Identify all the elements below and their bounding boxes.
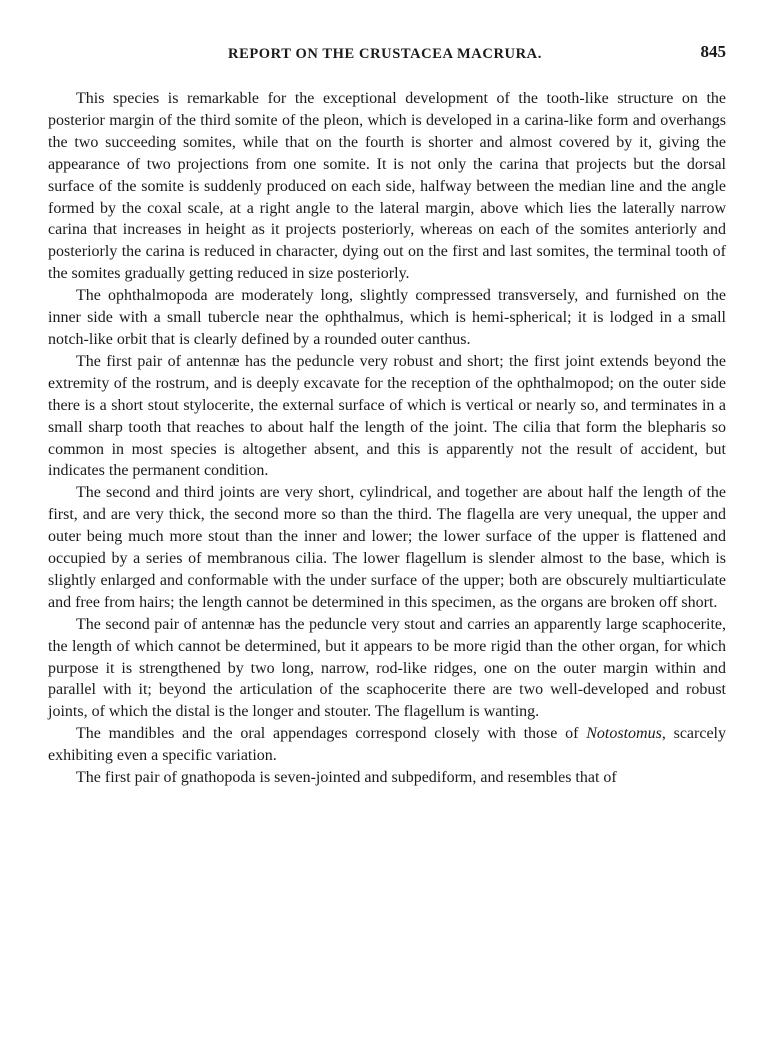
page	[48, 40, 726, 789]
genus-name-notostomus: Notostomus	[586, 725, 662, 743]
paragraph-second-antennae: The second pair of antennæ has the peduncle very stout and carries an apparently large scaphocerite, the length of which cannot be determined, but it appears to be more rigid than the other organ, for which purpose it is strengthened by two long, narrow, rod-like ridges, one on the outer margin within and parallel with it; beyond the articulation of the scaphocerite there are two well-developed and robust joints, of which the distal is the longer and stouter. The flagellum is wanting.	[48, 615, 726, 721]
paragraph-mandibles	[48, 723, 726, 767]
mandibles-text-before: The mandibles and the oral appendages correspond closely with those of	[76, 725, 587, 743]
mandibles-text-after: , scarcely exhibiting even a specific variation.	[48, 725, 727, 765]
paragraph-second-third-joints: The second and third joints are very short, cylindrical, and together are about half the length of the first, and are very thick, the second more so than the third. The flagella are very unequal, the upper and outer being much more stout than the inner and lower; the lower surface of the upper is flattened and occupied by a series of membranous cilia. The lower flagellum is slender almost to the base, which is slightly enlarged and conformable with the under surface of the upper; both are obscurely multiarticulate and free from hairs; the length cannot be determined in this specimen, as the organs are broken off short.	[48, 484, 726, 611]
paragraph-ophthalmopoda: The ophthalmopoda are moderately long, slightly compressed transversely, and furnished on the inner side with a small tubercle near the ophthalmus, which is hemi-spherical; it is lodged in a small notch-like orbit that is clearly defined by a rounded outer canthus.	[48, 287, 726, 348]
paragraph-first-gnathopoda: The first pair of gnathopoda is seven-jointed and subpediform, and resembles that of	[76, 769, 617, 787]
running-head	[48, 40, 726, 68]
running-title: REPORT ON THE CRUSTACEA MACRURA.	[228, 46, 542, 62]
body-text	[48, 88, 726, 789]
page-number: 845	[700, 42, 726, 61]
paragraph-species-description: This species is remarkable for the exceptional development of the tooth-like structure on the posterior margin of the third somite of the pleon, which is developed in a carina-like form and overhangs the two succeeding somites, while that on the fourth is shorter and almost covered by it, giving the appearance of two projections from one somite. It is not only the carina that projects but the dorsal surface of the somite is suddenly produced on each side, halfway between the median line and the angle formed by the coxal scale, at a right angle to the lateral margin, above which lies the laterally narrow carina that increases in height as it projects posteriorly, whereas on each of the somites anteriorly and posteriorly the carina is reduced in character, dying out on the first and last somites, the terminal tooth of the somites gradually getting reduced in size posteriorly.	[48, 90, 726, 283]
paragraph-first-antennae: The first pair of antennæ has the peduncle very robust and short; the first joint extends beyond the extremity of the rostrum, and is deeply excavate for the reception of the ophthalmopod; on the outer side there is a short stout stylocerite, the external surface of which is vertical or nearly so, and terminates in a small sharp tooth that reaches to about half the length of the joint. The cilia that form the blepharis so common in most species is altogether absent, and this is apparently not the result of accident, but indicates the permanent condition.	[48, 352, 726, 480]
